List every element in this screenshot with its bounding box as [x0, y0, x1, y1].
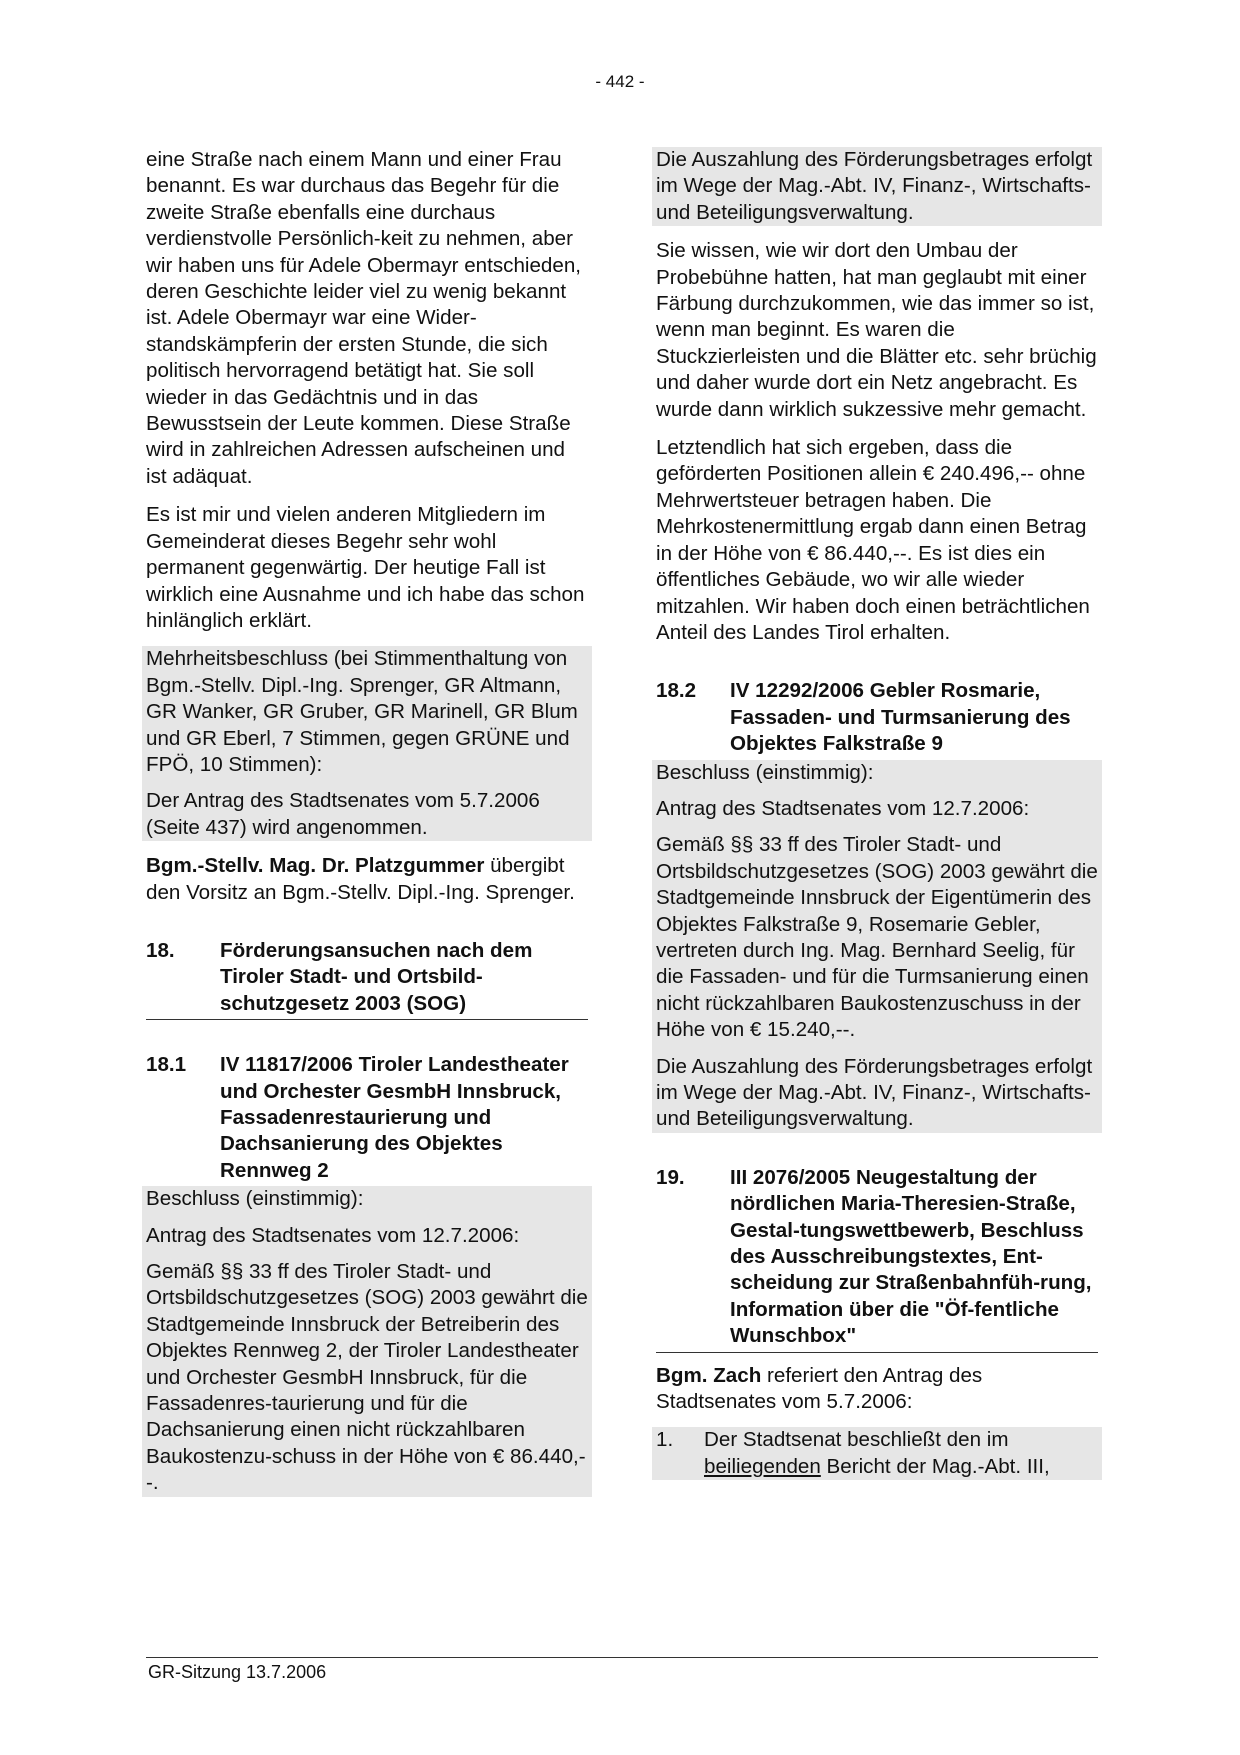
resolution-block-18-2	[652, 760, 1102, 1133]
section-18-2-heading	[656, 678, 1098, 757]
resolution-block-1	[142, 646, 592, 841]
section-number: 19.	[656, 1165, 685, 1189]
resolution-majority: Mehrheitsbeschluss (bei Stimmenthaltung von Bgm.-Stellv. Dipl.-Ing. Sprenger, GR Altmann, GR Wanker, GR Gruber, GR Marinell, GR Blum und GR Eberl, 7 Stimmen, gegen GRÜNE und FPÖ, 10 Stimmen):	[146, 647, 578, 776]
referent-paragraph	[656, 1363, 1098, 1416]
section-18-heading	[146, 938, 588, 1020]
payout-text: Die Auszahlung des Förderungsbetrages erfolgt im Wege der Mag.-Abt. IV, Finanz-, Wirtschafts- und Beteiligungsverwaltung.	[656, 148, 1093, 224]
chair-handover-paragraph	[146, 853, 588, 906]
list-item	[656, 1427, 1098, 1480]
footer-text: GR-Sitzung 13.7.2006	[148, 1662, 327, 1682]
section-number: 18.	[146, 938, 175, 962]
left-column	[146, 147, 588, 1497]
speaker-text: übergibt den Vorsitz an Bgm.-Stellv. Dipl.-Ing. Sprenger.	[146, 854, 575, 904]
resolution-text: Gemäß §§ 33 ff des Tiroler Stadt- und Ortsbildschutzgesetzes (SOG) 2003 gewährt die Stadtgemeinde Innsbruck der Betreiberin des Objektes Rennweg 2, der Tiroler Landestheater und Orchester GesmbH Innsbruck, für die Fassadenres-taurierung und für die Dachsanierung einen nicht rückzahlbaren Baukostenzu-schuss in der Höhe von € 86.440,--.	[146, 1260, 588, 1495]
section-title: Förderungsansuchen nach dem Tiroler Stadt- und Ortsbild-schutzgesetz 2003 (SOG)	[220, 938, 533, 1015]
section-18-1-heading	[146, 1052, 588, 1184]
footer-rule	[146, 1657, 1098, 1658]
page-number: - 442 -	[595, 72, 645, 91]
section-title: III 2076/2005 Neugestaltung der nördlichen Maria-Theresien-Straße, Gestal-tungswettbewerb, Beschluss des Ausschreibungstextes, Ent-scheidung zur Straßenbahnfüh-rung, Information über die "Öf-fentliche Wunschbox"	[730, 1165, 1092, 1348]
speaker-name: Bgm.-Stellv. Mag. Dr. Platzgummer	[146, 854, 485, 878]
antrag-label: Antrag des Stadtsenates vom 12.7.2006:	[146, 1223, 520, 1247]
list-text-post: Bericht der Mag.-Abt. III,	[820, 1454, 1050, 1478]
list-text-pre: Der Stadtsenat beschließt den im	[704, 1428, 1009, 1452]
antrag-label: Antrag des Stadtsenates vom 12.7.2006:	[656, 796, 1030, 820]
paragraph-probebuehne: Sie wissen, wie wir dort den Umbau der Probebühne hatten, hat man geglaubt mit einer Färbung durchzukommen, wie das immer so ist, wenn man beginnt. Es waren die Stuckzierleisten und die Blätter etc. sehr brüchig und daher wurde dort ein Netz angebracht. Es wurde dann wirklich sukzessive mehr gemacht.	[656, 239, 1097, 421]
payout-text: Die Auszahlung des Förderungsbetrages erfolgt im Wege der Mag.-Abt. IV, Finanz-, Wirtschafts- und Beteiligungsverwaltung.	[656, 1054, 1093, 1131]
list-text	[704, 1427, 1098, 1480]
section-number: 18.1	[146, 1053, 187, 1077]
paragraph-begehr: Es ist mir und vielen anderen Mitgliedern im Gemeinderat dieses Begehr sehr wohl permanent gegenwärtig. Der heutige Fall ist wirklich eine Ausnahme und ich habe das schon hinlänglich erklärt.	[146, 503, 585, 632]
speaker-text: referiert den Antrag des Stadtsenates vom 5.7.2006:	[656, 1363, 983, 1414]
resolution-block-18-1	[142, 1186, 592, 1496]
motion-list	[652, 1427, 1102, 1480]
beschluss-label: Beschluss (einstimmig):	[656, 760, 874, 784]
section-number: 18.2	[656, 679, 697, 703]
section-title: IV 12292/2006 Gebler Rosmarie, Fassaden- und Turmsanierung des Objektes Falkstraße 9	[730, 679, 1071, 756]
paragraph-kosten: Letztendlich hat sich ergeben, dass die geförderten Positionen allein € 240.496,-- ohne Mehrwertsteuer betragen haben. Die Mehrkostenermittlung ergab dann einen Betrag in der Höhe von € 86.440,--. Es ist dies ein öffentliches Gebäude, wo wir alle wieder mitzahlen. Wir haben doch einen beträchtlichen Anteil des Landes Tirol erhalten.	[656, 436, 1090, 644]
right-column	[656, 147, 1098, 1480]
resolution-text: Gemäß §§ 33 ff des Tiroler Stadt- und Ortsbildschutzgesetzes (SOG) 2003 gewährt die Stadtgemeinde Innsbruck der Eigentümerin des Objektes Falkstraße 9, Rosemarie Gebler, vertreten durch Ing. Mag. Bernhard Seelig, für die Fassaden- und für die Turmsanierung einen nicht rückzahlbaren Baukostenzuschuss in der Höhe von € 15.240,--.	[656, 833, 1098, 1042]
beschluss-label: Beschluss (einstimmig):	[146, 1187, 364, 1211]
section-19-heading	[656, 1165, 1098, 1353]
underlined-word: beiliegenden	[704, 1454, 821, 1478]
speaker-name: Bgm. Zach	[656, 1363, 762, 1387]
section-title: IV 11817/2006 Tiroler Landestheater und Orchester GesmbH Innsbruck, Fassadenrestaurierung und Dachsanierung des Objektes Rennweg 2	[220, 1053, 569, 1182]
payout-block-1	[652, 147, 1102, 226]
resolution-text: Der Antrag des Stadtsenates vom 5.7.2006 (Seite 437) wird angenommen.	[146, 789, 540, 839]
paragraph-adele-obermayr: eine Straße nach einem Mann und einer Frau benannt. Es war durchaus das Begehr für die zweite Straße ebenfalls eine durchaus verdienstvolle Persönlich-keit zu nehmen, aber wir haben uns für Adele Obermayr entschieden, deren Geschichte leider viel zu wenig bekannt ist. Adele Obermayr war eine Wider-standskämpferin der ersten Stunde, die sich politisch hervorragend betätigt hat. Sie soll wieder in das Gedächtnis und in das Bewusstsein der Leute kommen. Diese Straße wird in zahlreichen Adressen aufscheinen und ist adäquat.	[146, 148, 582, 488]
list-number: 1.	[656, 1428, 674, 1452]
